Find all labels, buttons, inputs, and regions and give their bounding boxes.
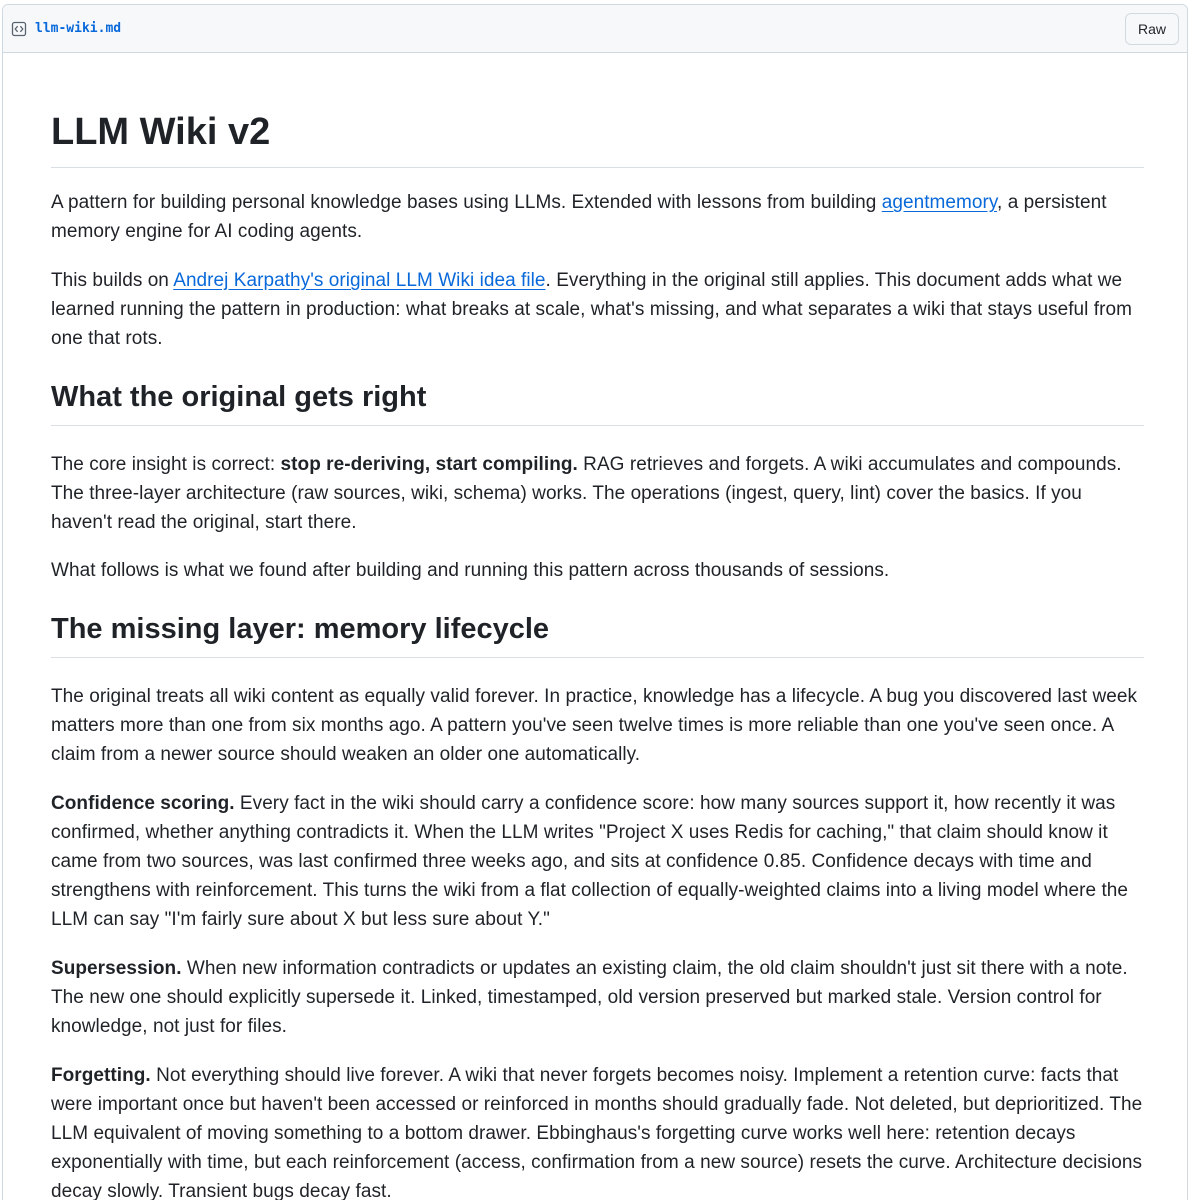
markdown-body [51, 53, 1144, 1200]
core-insight-paragraph [51, 450, 1144, 537]
builds-on-text-after: . Everything in the original still applies. This document adds what we learned running the pattern in production: what breaks at scale, what's missing, and what separates a wiki that stays useful from one that rots. [51, 270, 1132, 349]
core-insight-before: The core insight is correct: [51, 454, 281, 475]
file-name-link[interactable]: llm-wiki.md [35, 21, 122, 36]
what-follows-paragraph: What follows is what we found after building and running this pattern across thousands of sessions. [51, 560, 890, 581]
section-heading-original-right: What the original gets right [51, 379, 1144, 426]
file-viewer [2, 4, 1188, 1200]
intro-text-after: , a persistent memory engine for AI coding agents. [51, 192, 1107, 242]
forgetting-paragraph [51, 1061, 1144, 1200]
page-title: LLM Wiki v2 [51, 53, 1144, 168]
section-heading-missing-layer: The missing layer: memory lifecycle [51, 611, 1144, 658]
agentmemory-link[interactable]: agentmemory [881, 192, 998, 213]
supersession-paragraph [51, 954, 1144, 1041]
builds-on-text-before: This builds on [51, 270, 174, 291]
core-insight-after: RAG retrieves and forgets. A wiki accumulates and compounds. The three-layer architecture (raw sources, wiki, schema) works. The operations (ingest, query, lint) cover the basics. If you haven't read the original, start there. [51, 454, 1122, 533]
raw-button[interactable]: Raw [1125, 13, 1179, 45]
lifecycle-paragraph: The original treats all wiki content as equally valid forever. In practice, knowledge has a lifecycle. A bug you discovered last week matters more than one from six months ago. A pattern you've seen twelve times is more reliable than one you've seen once. A claim from a newer source should weaken an older one automatically. [51, 686, 1138, 765]
intro-paragraph [51, 188, 1144, 246]
confidence-paragraph [51, 789, 1144, 934]
confidence-text: Every fact in the wiki should carry a confidence score: how many sources support it, how recently it was confirmed, whether anything contradicts it. When the LLM writes "Project X uses Redis for caching," that claim should know it came from two sources, was last confirmed three weeks ago, and sits at confidence 0.85. Confidence decays with time and strengthens with reinforcement. This turns the wiki from a flat collection of equally-weighted claims into a living model where the LLM can say "I'm fairly sure about X but less sure about Y." [51, 793, 1129, 930]
forgetting-bold: Forgetting. [51, 1065, 151, 1086]
code-file-icon [11, 21, 27, 37]
core-insight-bold: stop re-deriving, start compiling. [280, 454, 578, 475]
confidence-bold: Confidence scoring. [51, 793, 235, 814]
builds-on-paragraph [51, 266, 1144, 353]
intro-text-before: A pattern for building personal knowledge bases using LLMs. Extended with lessons from building [51, 192, 882, 213]
karpathy-idea-file-link[interactable]: Andrej Karpathy's original LLM Wiki idea file [173, 270, 546, 291]
forgetting-text: Not everything should live forever. A wiki that never forgets becomes noisy. Implement a retention curve: facts that were important once but haven't been accessed or reinforced in months should gradually fade. Not deleted, but deprioritized. The LLM equivalent of moving something to a bottom drawer. Ebbinghaus's forgetting curve works well here: retention decays exponentially with time, but each reinforcement (access, confirmation from a new source) resets the curve. Architecture decisions decay slowly. Transient bugs decay fast. [51, 1065, 1143, 1200]
supersession-bold: Supersession. [51, 958, 182, 979]
supersession-text: When new information contradicts or updates an existing claim, the old claim shouldn't just sit there with a note. The new one should explicitly supersede it. Linked, timestamped, old version preserved but marked stale. Version control for knowledge, not just for files. [51, 958, 1128, 1037]
file-header [3, 5, 1187, 53]
